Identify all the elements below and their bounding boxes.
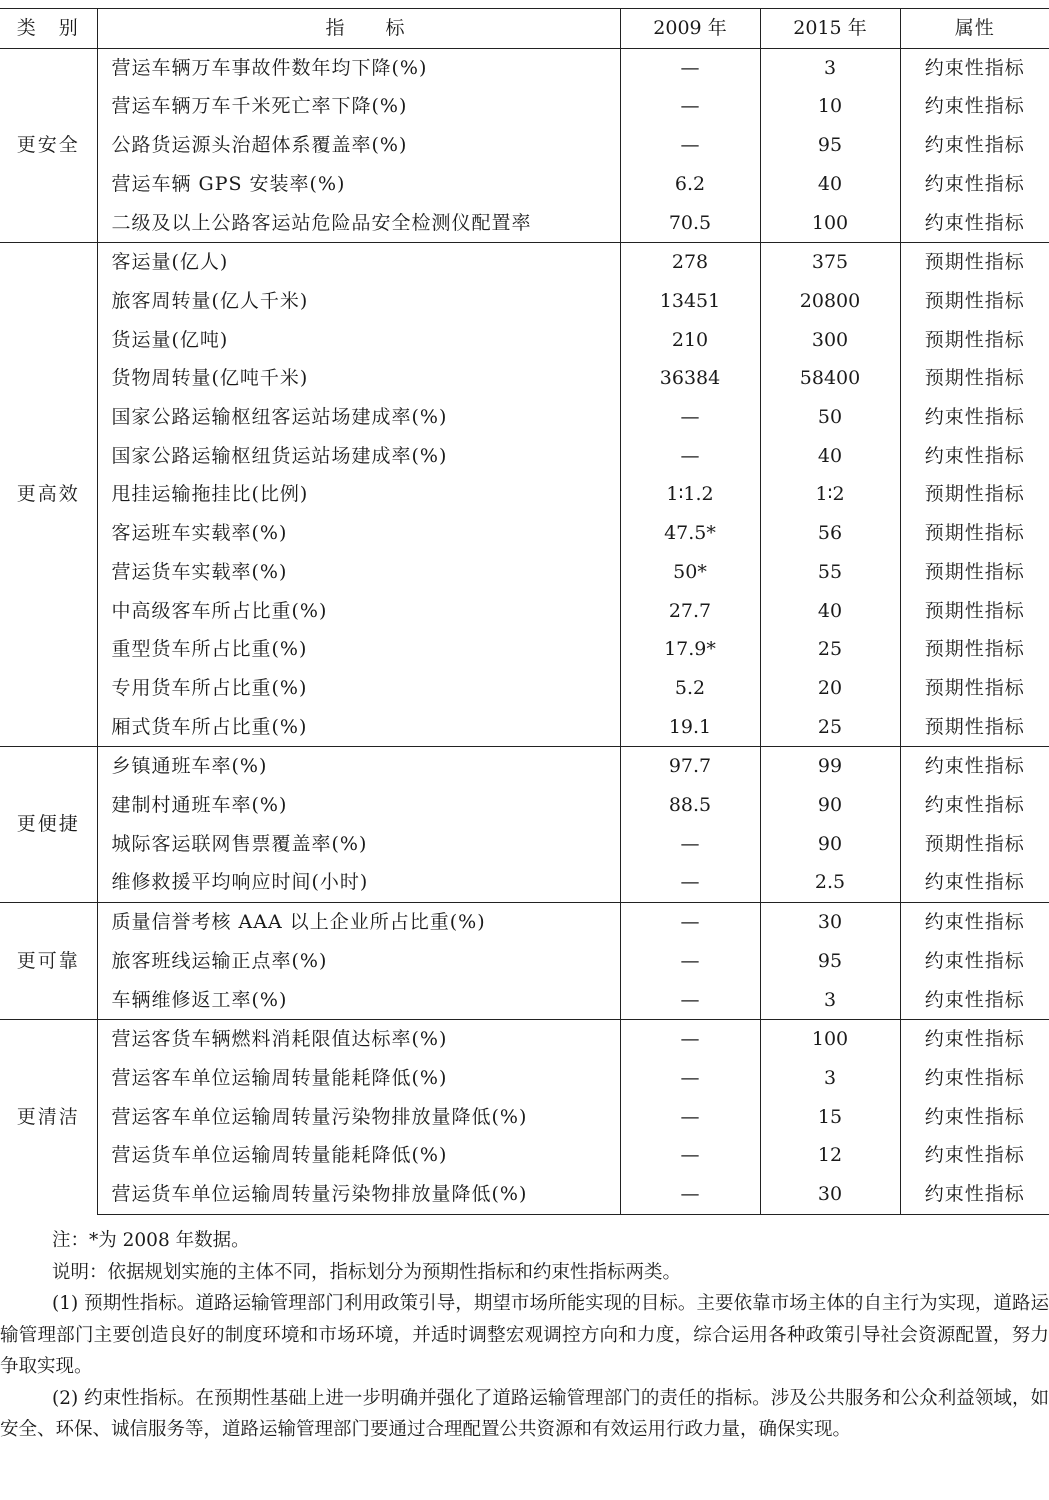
table-header-row: [0, 9, 1049, 49]
category-cell: 更可靠: [0, 903, 97, 1020]
attribute-cell: 约束性指标: [924, 172, 1025, 195]
indicator-cell: 车辆维修返工率(%): [97, 981, 620, 1020]
value-2009-cell: 17.9*: [620, 630, 760, 669]
attribute-cell: 预期性指标: [924, 599, 1025, 622]
attribute-cell: 预期性指标: [924, 638, 1025, 661]
attribute-cell: 约束性指标: [924, 444, 1025, 467]
attribute-cell: 预期性指标: [900, 243, 1049, 282]
attribute-cell: 预期性指标: [924, 483, 1025, 506]
attribute-cell: 约束性指标: [900, 747, 1049, 786]
attribute-cell: 约束性指标: [924, 406, 1025, 429]
table-row: [0, 1059, 1049, 1098]
value-2015-cell: 90: [760, 786, 900, 825]
table-row: [0, 126, 1049, 165]
indicator-cell: 维修救援平均响应时间(小时): [97, 863, 620, 902]
value-2009-cell: 6.2: [620, 165, 760, 204]
attribute-cell: 预期性指标: [924, 676, 1025, 699]
table-row: [0, 942, 1049, 981]
table-row: [0, 282, 1049, 321]
indicator-cell: 二级及以上公路客运站危险品安全检测仪配置率: [97, 204, 620, 243]
table-row: [0, 437, 1049, 476]
value-2015-cell: 95: [760, 942, 900, 981]
value-2009-cell: 13451: [620, 282, 760, 321]
value-2015-cell: 3: [760, 48, 900, 87]
indicator-cell: 客运量(亿人): [97, 243, 620, 282]
value-2009-cell: —: [620, 1136, 760, 1175]
indicator-cell: 城际客运联网售票覆盖率(%): [97, 825, 620, 864]
value-2015-cell: 20800: [760, 282, 900, 321]
attribute-cell: 约束性指标: [924, 1105, 1025, 1128]
value-2009-cell: 1∶1.2: [620, 475, 760, 514]
value-2015-cell: 2.5: [760, 863, 900, 902]
category-cell: 更高效: [0, 243, 97, 747]
value-2009-cell: 27.7: [620, 592, 760, 631]
value-2009-cell: —: [620, 48, 760, 87]
value-2015-cell: 20: [760, 669, 900, 708]
indicator-cell: 营运客车单位运输周转量能耗降低(%): [97, 1059, 620, 1098]
table-row: [0, 553, 1049, 592]
value-2015-cell: 100: [760, 204, 900, 243]
value-2015-cell: 55: [760, 553, 900, 592]
value-2009-cell: —: [620, 863, 760, 902]
indicator-cell: 货物周转量(亿吨千米): [97, 359, 620, 398]
table-row: [0, 903, 1049, 942]
value-2015-cell: 3: [760, 1059, 900, 1098]
attribute-cell: 预期性指标: [924, 367, 1025, 390]
indicator-cell: 重型货车所占比重(%): [97, 630, 620, 669]
value-2009-cell: 210: [620, 321, 760, 360]
indicator-cell: 专用货车所占比重(%): [97, 669, 620, 708]
value-2009-cell: 50*: [620, 553, 760, 592]
value-2009-cell: —: [620, 126, 760, 165]
table-row: [0, 87, 1049, 126]
table-row: [0, 825, 1049, 864]
indicator-cell: 营运车辆万车千米死亡率下降(%): [97, 87, 620, 126]
attribute-cell: 预期性指标: [924, 560, 1025, 583]
notes-section: [0, 1225, 1049, 1446]
table-row: [0, 981, 1049, 1020]
value-2015-cell: 100: [760, 1020, 900, 1059]
value-2015-cell: 56: [760, 514, 900, 553]
indicator-cell: 乡镇通班车率(%): [97, 747, 620, 786]
table-row: [0, 398, 1049, 437]
indicator-cell: 国家公路运输枢纽客运站场建成率(%): [97, 398, 620, 437]
value-2009-cell: —: [620, 981, 760, 1020]
indicator-table: [0, 8, 1049, 1215]
attribute-cell: 预期性指标: [924, 328, 1025, 351]
table-row: [0, 669, 1049, 708]
table-row: [0, 475, 1049, 514]
table-row: [0, 786, 1049, 825]
indicator-cell: 营运货车实载率(%): [97, 553, 620, 592]
indicator-cell: 客运班车实载率(%): [97, 514, 620, 553]
value-2015-cell: 40: [760, 165, 900, 204]
indicator-cell: 国家公路运输枢纽货运站场建成率(%): [97, 437, 620, 476]
value-2009-cell: 47.5*: [620, 514, 760, 553]
category-cell: 更清洁: [0, 1020, 97, 1215]
attribute-cell: 约束性指标: [924, 211, 1025, 234]
value-2015-cell: 10: [760, 87, 900, 126]
attribute-cell: 预期性指标: [924, 522, 1025, 545]
attribute-cell: 约束性指标: [900, 1175, 1049, 1214]
table-row: [0, 165, 1049, 204]
value-2015-cell: 15: [760, 1098, 900, 1137]
attribute-cell: 约束性指标: [924, 871, 1025, 894]
indicator-cell: 旅客班线运输正点率(%): [97, 942, 620, 981]
value-2009-cell: 278: [620, 243, 760, 282]
value-2009-cell: —: [620, 942, 760, 981]
attribute-cell: 约束性指标: [924, 988, 1025, 1011]
value-2009-cell: —: [620, 437, 760, 476]
header-category: 类 别: [0, 9, 97, 49]
value-2015-cell: 99: [760, 747, 900, 786]
value-2015-cell: 3: [760, 981, 900, 1020]
attribute-cell: 预期性指标: [924, 289, 1025, 312]
attribute-cell: 约束性指标: [924, 134, 1025, 157]
table-row: [0, 321, 1049, 360]
table-row: [0, 48, 1049, 87]
indicator-cell: 货运量(亿吨): [97, 321, 620, 360]
attribute-cell: 约束性指标: [900, 48, 1049, 87]
value-2015-cell: 375: [760, 243, 900, 282]
attribute-cell: 预期性指标: [924, 832, 1025, 855]
attribute-cell: 约束性指标: [924, 949, 1025, 972]
value-2015-cell: 90: [760, 825, 900, 864]
attribute-cell: 约束性指标: [900, 903, 1049, 942]
table-row: [0, 708, 1049, 747]
value-2015-cell: 1∶2: [760, 475, 900, 514]
table-body: [0, 48, 1049, 1214]
attribute-cell: 约束性指标: [924, 794, 1025, 817]
attribute-cell: 预期性指标: [924, 715, 1025, 738]
value-2009-cell: —: [620, 1175, 760, 1214]
value-2009-cell: 88.5: [620, 786, 760, 825]
value-2009-cell: —: [620, 87, 760, 126]
note-para-expected: (1) 预期性指标。道路运输管理部门利用政策引导，期望市场所能实现的目标。主要依靠市场主体的自主行为实现，道路运输管理部门主要创造良好的制度环境和市场环境，并适时调整宏观调控方向和力度，综合运用各种政策引导社会资源配置，努力争取实现。: [0, 1293, 1049, 1377]
header-attribute: 属性: [900, 9, 1049, 49]
table-row: [0, 747, 1049, 786]
value-2015-cell: 25: [760, 708, 900, 747]
table-row: [0, 359, 1049, 398]
table-row: [0, 204, 1049, 243]
indicator-cell: 厢式货车所占比重(%): [97, 708, 620, 747]
value-2015-cell: 50: [760, 398, 900, 437]
value-2015-cell: 30: [760, 903, 900, 942]
category-cell: 更安全: [0, 48, 97, 243]
value-2015-cell: 40: [760, 592, 900, 631]
table-row: [0, 243, 1049, 282]
value-2009-cell: 36384: [620, 359, 760, 398]
indicator-cell: 营运车辆万车事故件数年均下降(%): [97, 48, 620, 87]
table-row: [0, 1175, 1049, 1214]
attribute-cell: 约束性指标: [924, 1066, 1025, 1089]
value-2015-cell: 25: [760, 630, 900, 669]
indicator-cell: 营运客货车辆燃料消耗限值达标率(%): [97, 1020, 620, 1059]
note-explanation: 说明：依据规划实施的主体不同，指标划分为预期性指标和约束性指标两类。: [52, 1261, 682, 1283]
value-2009-cell: —: [620, 903, 760, 942]
value-2009-cell: 5.2: [620, 669, 760, 708]
table-row: [0, 1136, 1049, 1175]
table-row: [0, 1020, 1049, 1059]
header-indicator: 指 标: [97, 9, 620, 49]
value-2009-cell: —: [620, 398, 760, 437]
indicator-cell: 甩挂运输拖挂比(比例): [97, 475, 620, 514]
indicator-cell: 营运客车单位运输周转量污染物排放量降低(%): [97, 1098, 620, 1137]
indicator-cell: 营运货车单位运输周转量能耗降低(%): [97, 1136, 620, 1175]
value-2015-cell: 12: [760, 1136, 900, 1175]
value-2015-cell: 30: [760, 1175, 900, 1214]
table-row: [0, 592, 1049, 631]
attribute-cell: 约束性指标: [900, 1020, 1049, 1059]
note-asterisk: 注：*为 2008 年数据。: [52, 1230, 250, 1251]
value-2009-cell: —: [620, 1020, 760, 1059]
value-2009-cell: 97.7: [620, 747, 760, 786]
indicator-cell: 质量信誉考核 AAA 以上企业所占比重(%): [97, 903, 620, 942]
value-2009-cell: —: [620, 825, 760, 864]
value-2015-cell: 300: [760, 321, 900, 360]
header-2009: 2009 年: [620, 9, 760, 49]
table-row: [0, 514, 1049, 553]
table-row: [0, 1098, 1049, 1137]
attribute-cell: 约束性指标: [924, 95, 1025, 118]
attribute-cell: 约束性指标: [924, 1144, 1025, 1167]
value-2009-cell: 19.1: [620, 708, 760, 747]
indicator-cell: 建制村通班车率(%): [97, 786, 620, 825]
value-2009-cell: —: [620, 1059, 760, 1098]
indicator-cell: 营运货车单位运输周转量污染物排放量降低(%): [97, 1175, 620, 1214]
value-2015-cell: 95: [760, 126, 900, 165]
category-cell: 更便捷: [0, 747, 97, 903]
header-2015: 2015 年: [760, 9, 900, 49]
value-2015-cell: 40: [760, 437, 900, 476]
indicator-cell: 营运车辆 GPS 安装率(%): [97, 165, 620, 204]
value-2009-cell: —: [620, 1098, 760, 1137]
indicator-cell: 中高级客车所占比重(%): [97, 592, 620, 631]
table-row: [0, 863, 1049, 902]
indicator-cell: 旅客周转量(亿人千米): [97, 282, 620, 321]
value-2009-cell: 70.5: [620, 204, 760, 243]
table-row: [0, 630, 1049, 669]
indicator-cell: 公路货运源头治超体系覆盖率(%): [97, 126, 620, 165]
value-2015-cell: 58400: [760, 359, 900, 398]
note-para-binding: (2) 约束性指标。在预期性基础上进一步明确并强化了道路运输管理部门的责任的指标。涉及公共服务和公众利益领域，如安全、环保、诚信服务等，道路运输管理部门要通过合理配置公共资源和有效运用行政力量，确保实现。: [0, 1387, 1049, 1440]
